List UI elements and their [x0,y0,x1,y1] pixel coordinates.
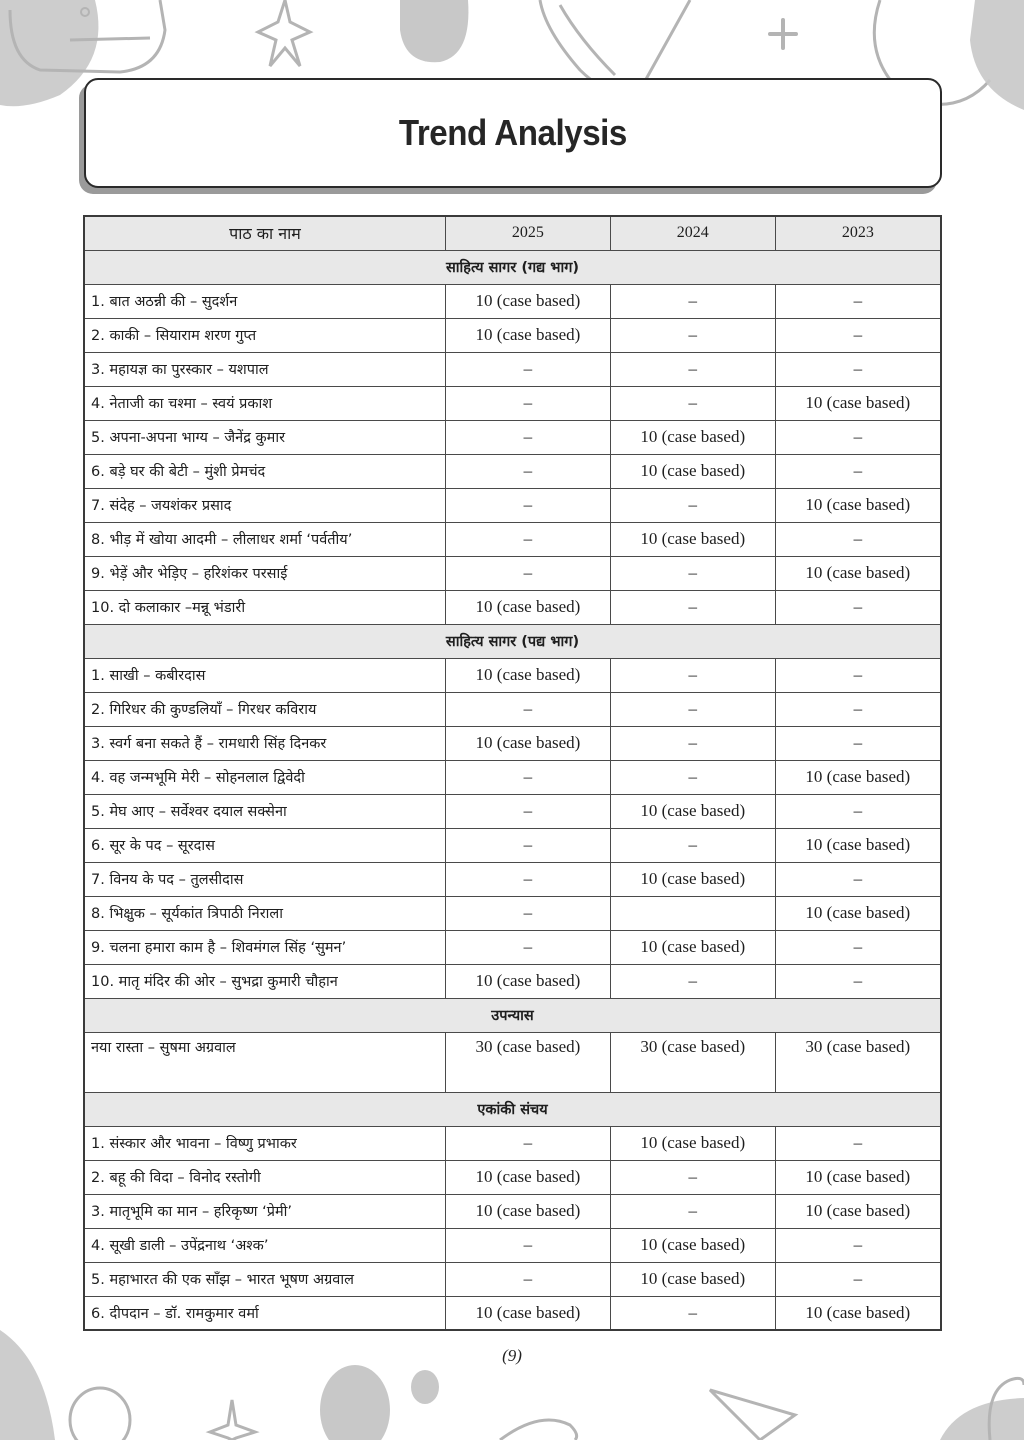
chapter-name-cell: 1. बात अठन्नी की – सुदर्शन [84,284,446,318]
value-2024-cell: – [610,590,775,624]
value-2025-cell: 10 (case based) [446,1296,611,1330]
table-row [84,1126,941,1160]
value-2023-cell: 10 (case based) [775,896,941,930]
value-2023-cell: – [775,1126,941,1160]
value-2025-cell: 10 (case based) [446,1160,611,1194]
header-year-2023: 2023 [775,216,941,250]
chapter-name-cell: 6. सूर के पद – सूरदास [84,828,446,862]
value-2024-cell: 10 (case based) [610,1126,775,1160]
value-2023-cell: 10 (case based) [775,1160,941,1194]
chapter-name-cell: नया रास्ता – सुषमा अग्रवाल [84,1032,446,1092]
trend-analysis-table [83,215,942,1331]
value-2024-cell: – [610,556,775,590]
table-row [84,1228,941,1262]
value-2024-cell: 10 (case based) [610,1228,775,1262]
value-2023-cell: – [775,862,941,896]
table-row [84,1262,941,1296]
value-2024-cell: – [610,386,775,420]
value-2023-cell: – [775,318,941,352]
value-2024-cell: – [610,352,775,386]
section-title: साहित्य सागर (गद्य भाग) [84,250,941,284]
table-row [84,1296,941,1330]
chapter-name-cell: 5. महाभारत की एक साँझ – भारत भूषण अग्रवाल [84,1262,446,1296]
value-2025-cell: – [446,556,611,590]
value-2023-cell: – [775,590,941,624]
value-2025-cell: – [446,862,611,896]
header-year-2025: 2025 [446,216,611,250]
value-2023-cell: – [775,284,941,318]
table-row [84,284,941,318]
value-2024-cell: – [610,726,775,760]
table-row [84,522,941,556]
table-row [84,828,941,862]
value-2025-cell: – [446,1262,611,1296]
value-2024-cell: – [610,828,775,862]
chapter-name-cell: 2. बहू की विदा – विनोद रस्तोगी [84,1160,446,1194]
chapter-name-cell: 9. चलना हमारा काम है – शिवमंगल सिंह ‘सुमन’ [84,930,446,964]
value-2023-cell: 10 (case based) [775,760,941,794]
value-2024-cell: 10 (case based) [610,1262,775,1296]
value-2023-cell: 10 (case based) [775,386,941,420]
value-2023-cell: – [775,692,941,726]
value-2025-cell: 10 (case based) [446,964,611,998]
chapter-name-cell: 7. विनय के पद – तुलसीदास [84,862,446,896]
value-2023-cell: – [775,1228,941,1262]
chapter-name-cell: 5. अपना-अपना भाग्य – जैनेंद्र कुमार [84,420,446,454]
value-2023-cell: 10 (case based) [775,488,941,522]
chapter-name-cell: 2. काकी – सियाराम शरण गुप्त [84,318,446,352]
section-header-row [84,624,941,658]
table-row [84,1194,941,1228]
chapter-name-cell: 4. नेताजी का चश्मा – स्वयं प्रकाश [84,386,446,420]
value-2024-cell: 10 (case based) [610,420,775,454]
table-row [84,318,941,352]
table-row [84,726,941,760]
value-2024-cell: 10 (case based) [610,794,775,828]
value-2023-cell: – [775,658,941,692]
chapter-name-cell: 3. स्वर्ग बना सकते हैं – रामधारी सिंह दिनकर [84,726,446,760]
table-row [84,896,941,930]
chapter-name-cell: 6. दीपदान – डॉ. रामकुमार वर्मा [84,1296,446,1330]
value-2023-cell: 10 (case based) [775,1296,941,1330]
value-2024-cell: – [610,1296,775,1330]
table-row [84,1160,941,1194]
header-year-2024: 2024 [610,216,775,250]
value-2024-cell: – [610,284,775,318]
value-2023-cell: 10 (case based) [775,556,941,590]
value-2025-cell: 10 (case based) [446,284,611,318]
value-2025-cell: – [446,1228,611,1262]
value-2024-cell: – [610,692,775,726]
chapter-name-cell: 10. दो कलाकार –मन्नू भंडारी [84,590,446,624]
section-header-row [84,250,941,284]
value-2025-cell: – [446,488,611,522]
chapter-name-cell: 8. भिक्षुक – सूर्यकांत त्रिपाठी निराला [84,896,446,930]
page-number: (9) [502,1346,522,1365]
chapter-name-cell: 9. भेड़ें और भेड़िए – हरिशंकर परसाई [84,556,446,590]
value-2024-cell: – [610,964,775,998]
chapter-name-cell: 2. गिरिधर की कुण्डलियाँ – गिरधर कविराय [84,692,446,726]
table-header-row [84,216,941,250]
table-row [84,590,941,624]
value-2023-cell: 30 (case based) [775,1032,941,1092]
value-2024-cell: 10 (case based) [610,522,775,556]
value-2024-cell: 10 (case based) [610,930,775,964]
table-row [84,692,941,726]
value-2025-cell: – [446,760,611,794]
chapter-name-cell: 3. महायज्ञ का पुरस्कार – यशपाल [84,352,446,386]
section-title: साहित्य सागर (पद्य भाग) [84,624,941,658]
chapter-name-cell: 5. मेघ आए – सर्वेश्वर दयाल सक्सेना [84,794,446,828]
value-2025-cell: 10 (case based) [446,318,611,352]
value-2025-cell: 30 (case based) [446,1032,611,1092]
value-2025-cell: – [446,1126,611,1160]
title-banner [84,78,942,188]
value-2023-cell: – [775,420,941,454]
section-title: एकांकी संचय [84,1092,941,1126]
chapter-name-cell: 10. मातृ मंदिर की ओर – सुभद्रा कुमारी चौहान [84,964,446,998]
value-2024-cell: – [610,1194,775,1228]
chapter-name-cell: 1. संस्कार और भावना – विष्णु प्रभाकर [84,1126,446,1160]
chapter-name-cell: 8. भीड़ में खोया आदमी – लीलाधर शर्मा ‘पर्वतीय’ [84,522,446,556]
value-2024-cell: – [610,488,775,522]
value-2025-cell: – [446,794,611,828]
table-row [84,862,941,896]
value-2025-cell: – [446,828,611,862]
value-2023-cell: – [775,1262,941,1296]
value-2023-cell: – [775,794,941,828]
value-2023-cell: – [775,726,941,760]
value-2025-cell: 10 (case based) [446,590,611,624]
page-title: Trend Analysis [399,112,627,153]
header-chapter-name: पाठ का नाम [84,216,446,250]
value-2023-cell: 10 (case based) [775,1194,941,1228]
value-2024-cell [610,896,775,930]
table-row [84,794,941,828]
value-2024-cell: – [610,318,775,352]
table-row [84,420,941,454]
value-2024-cell: 30 (case based) [610,1032,775,1092]
table-row [84,488,941,522]
value-2025-cell: 10 (case based) [446,726,611,760]
chapter-name-cell: 4. वह जन्मभूमि मेरी – सोहनलाल द्विवेदी [84,760,446,794]
value-2024-cell: – [610,1160,775,1194]
value-2025-cell: – [446,386,611,420]
table-row [84,964,941,998]
table-row [84,1032,941,1092]
value-2023-cell: – [775,522,941,556]
value-2025-cell: – [446,896,611,930]
section-title: उपन्यास [84,998,941,1032]
value-2025-cell: – [446,454,611,488]
chapter-name-cell: 7. संदेह – जयशंकर प्रसाद [84,488,446,522]
value-2023-cell: 10 (case based) [775,828,941,862]
table-row [84,658,941,692]
table-row [84,352,941,386]
value-2024-cell: – [610,760,775,794]
value-2025-cell: – [446,930,611,964]
table-row [84,556,941,590]
table-row [84,386,941,420]
value-2024-cell: 10 (case based) [610,862,775,896]
value-2025-cell: – [446,522,611,556]
value-2025-cell: – [446,352,611,386]
table-row [84,454,941,488]
value-2025-cell: – [446,692,611,726]
section-header-row [84,998,941,1032]
value-2023-cell: – [775,352,941,386]
value-2023-cell: – [775,964,941,998]
value-2023-cell: – [775,930,941,964]
value-2025-cell: 10 (case based) [446,658,611,692]
chapter-name-cell: 6. बड़े घर की बेटी – मुंशी प्रेमचंद [84,454,446,488]
table-body [84,250,941,1330]
chapter-name-cell: 4. सूखी डाली – उपेंद्रनाथ ‘अश्क’ [84,1228,446,1262]
value-2023-cell: – [775,454,941,488]
section-header-row [84,1092,941,1126]
table-row [84,930,941,964]
table-row [84,760,941,794]
chapter-name-cell: 3. मातृभूमि का मान – हरिकृष्ण ‘प्रेमी’ [84,1194,446,1228]
chapter-name-cell: 1. साखी – कबीरदास [84,658,446,692]
value-2025-cell: – [446,420,611,454]
value-2025-cell: 10 (case based) [446,1194,611,1228]
value-2024-cell: 10 (case based) [610,454,775,488]
value-2024-cell: – [610,658,775,692]
